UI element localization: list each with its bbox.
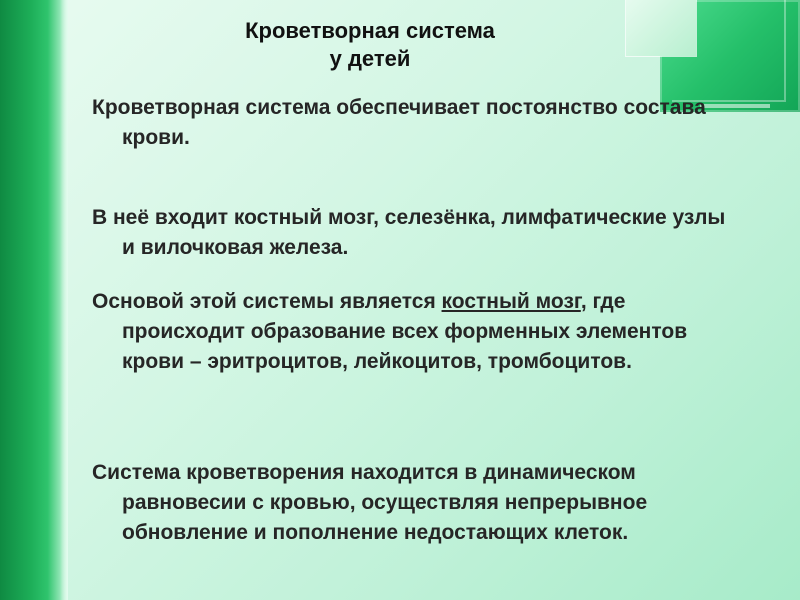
slide-title-line-1: Кроветворная система <box>245 18 495 43</box>
bone-marrow-term: костный мозг <box>441 290 581 313</box>
left-green-stripe <box>0 0 68 600</box>
paragraph-1: Кроветворная система обеспечивает постоянство состава крови. <box>92 96 706 149</box>
paragraph-4: Система кроветворения находится в динамическом равновесии с кровью, осуществляя непрерывное обновление и пополнение недостающих клеток. <box>92 461 648 544</box>
paragraph-3 <box>92 287 742 377</box>
slide-title-line-2: у детей <box>329 46 411 71</box>
slide-title <box>170 17 570 73</box>
paragraph-3-end: , где происходит образование всех форменных элементов крови – эритроцитов, лейкоцитов, тромбоцитов. <box>122 290 688 373</box>
decorative-square-small <box>626 0 696 56</box>
paragraph-3-start: Основой этой системы является <box>92 290 442 313</box>
paragraph-2: В неё входит костный мозг, селезёнка, лимфатические узлы и вилочковая железа. <box>92 206 726 259</box>
